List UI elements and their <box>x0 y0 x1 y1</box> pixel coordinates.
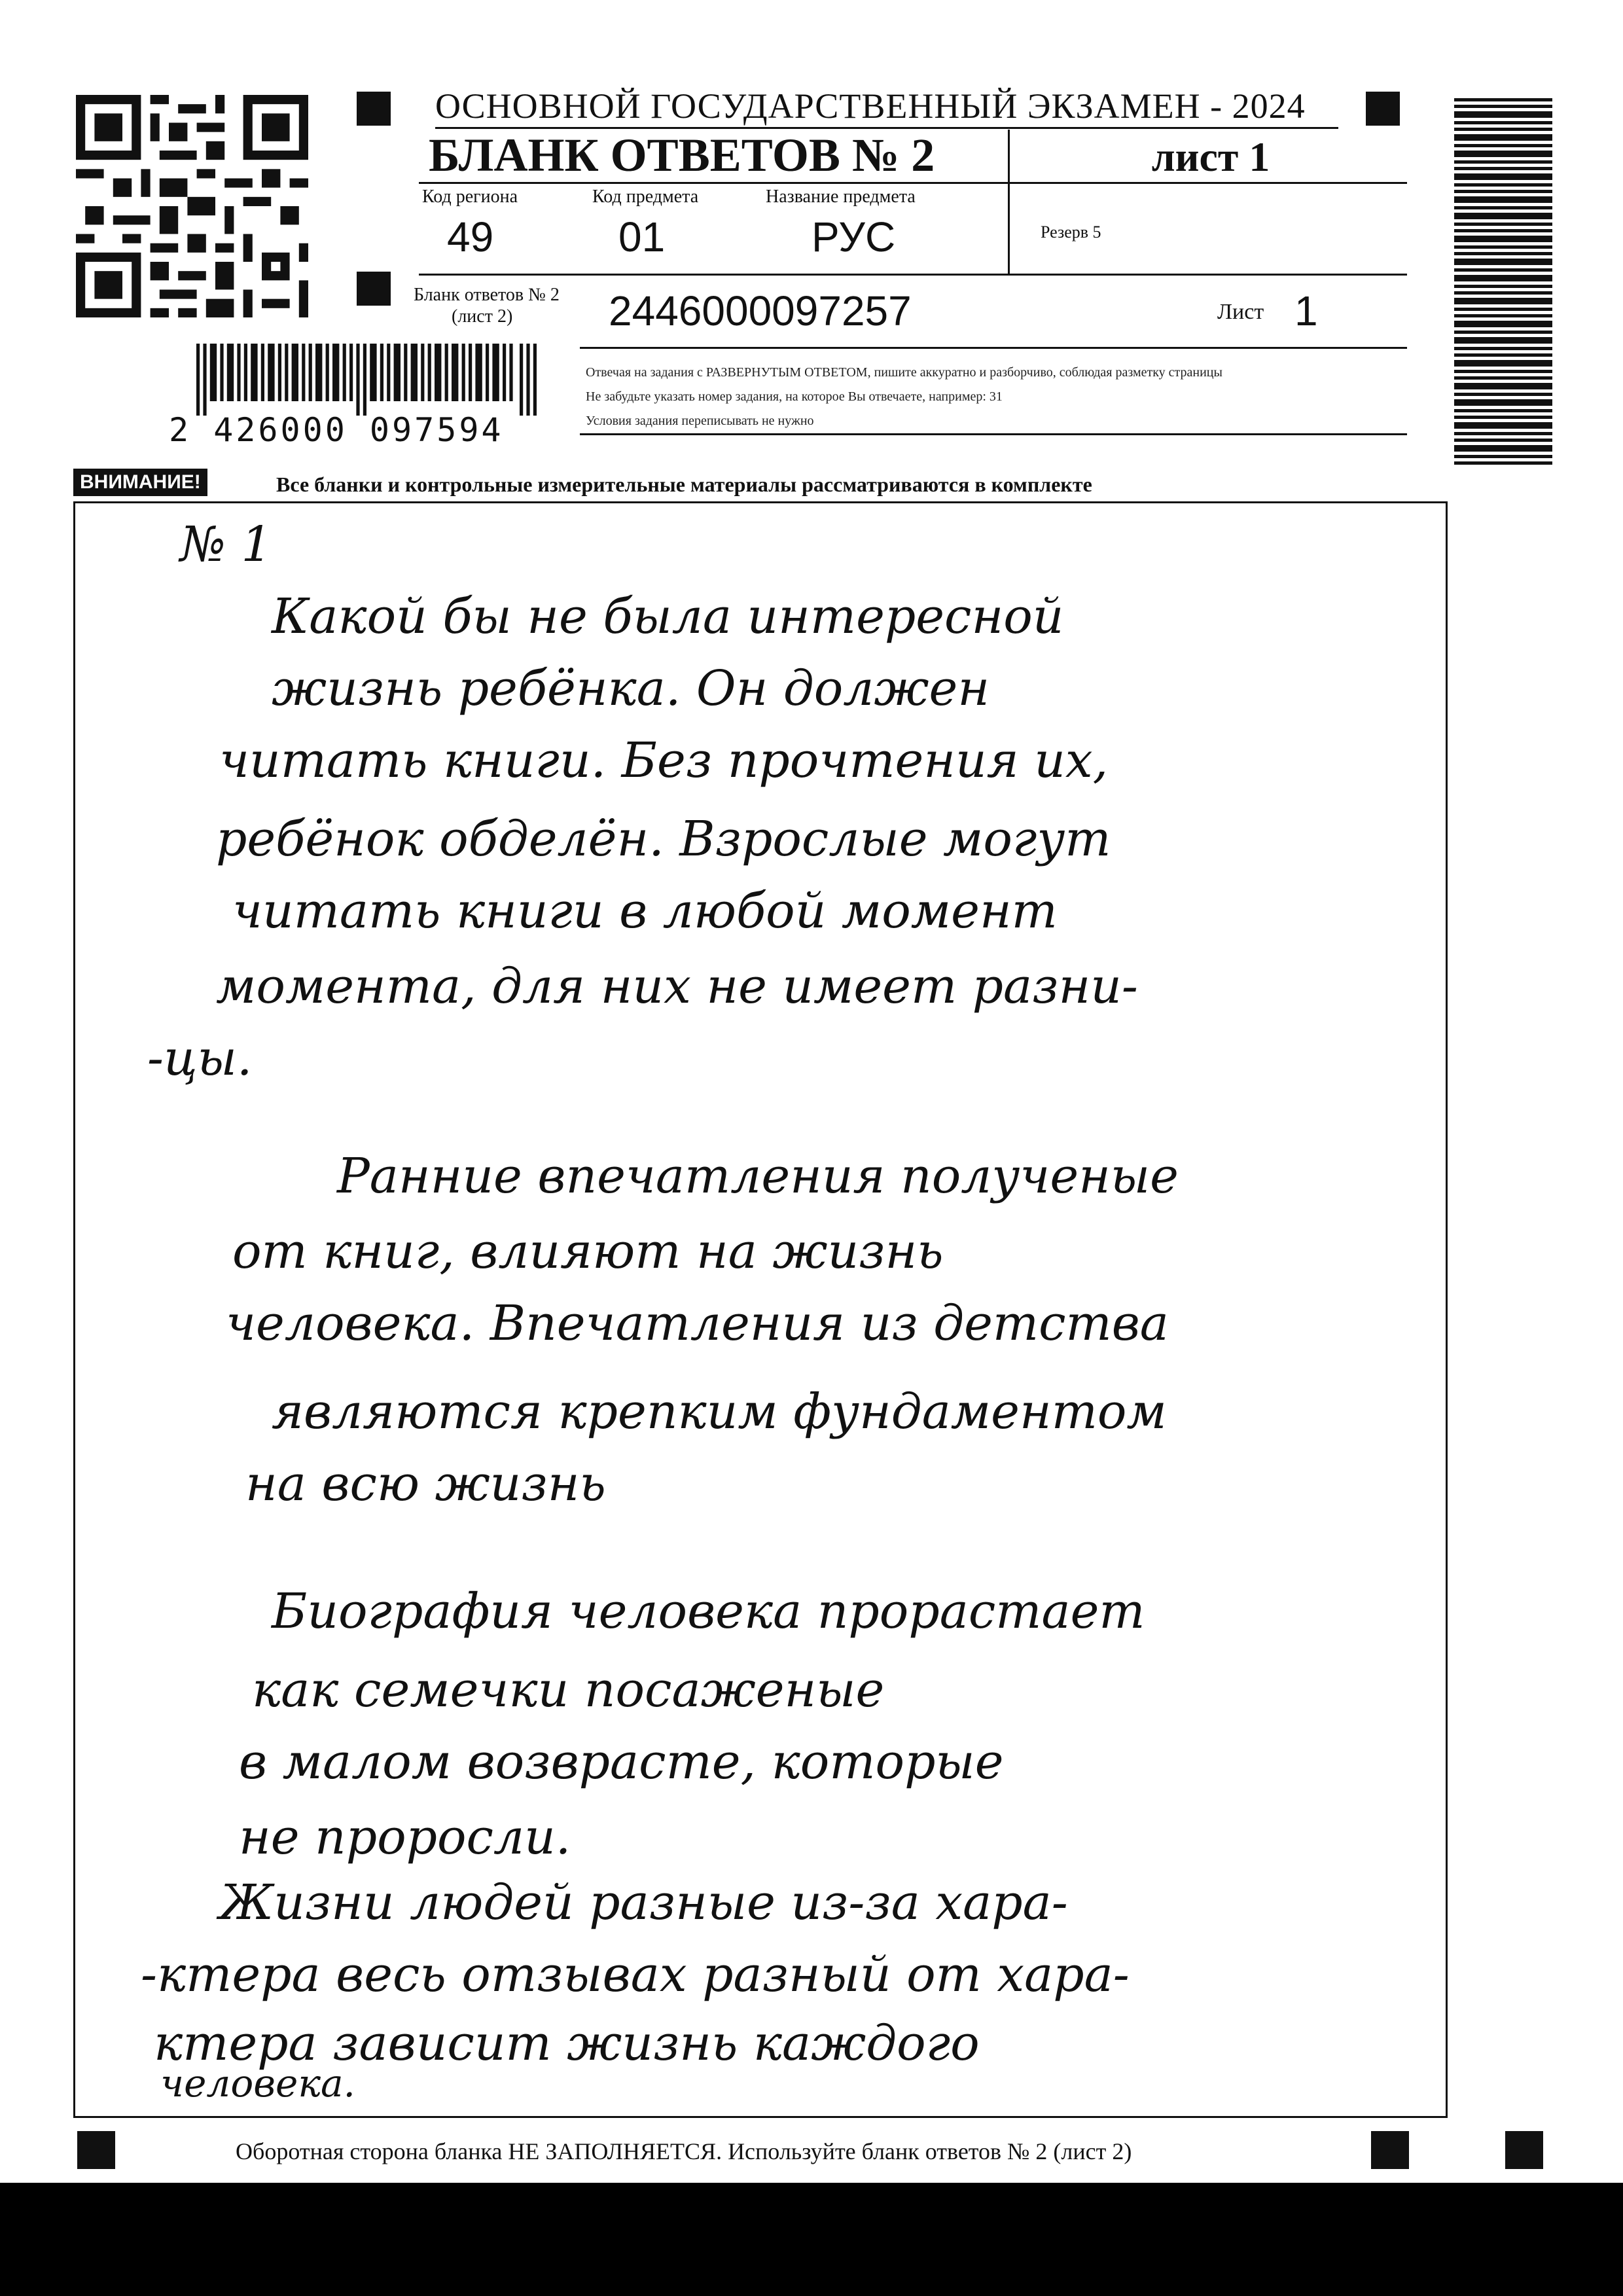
handwritten-line: читать книги в любой момент <box>232 883 1058 939</box>
subject-name-label: Название предмета <box>766 187 916 207</box>
registration-mark <box>1371 2131 1409 2169</box>
handwritten-line: на всю жизнь <box>245 1456 606 1512</box>
handwritten-line: не проросли. <box>239 1809 571 1865</box>
sheet-label: Лист <box>1217 300 1264 324</box>
region-value: 49 <box>447 213 494 260</box>
sheet-number: 1 <box>1294 287 1318 334</box>
registration-mark <box>1366 92 1400 126</box>
handwritten-line: Ранние впечатления полученые <box>337 1148 1179 1204</box>
warning-tag: ВНИМАНИЕ! <box>73 469 207 496</box>
handwritten-line: как семечки посаженые <box>252 1662 885 1718</box>
warning-bar <box>73 469 1448 503</box>
subject-code-label: Код предмета <box>592 187 699 207</box>
side-barcode <box>1454 98 1552 465</box>
barcode <box>196 344 537 416</box>
handwritten-line: жизнь ребёнка. Он должен <box>272 660 990 717</box>
instruction-note: Условия задания переписывать не нужно <box>586 414 814 428</box>
exam-title: ОСНОВНОЙ ГОСУДАРСТВЕННЫЙ ЭКЗАМЕН - 2024 <box>435 85 1338 129</box>
warning-text: Все бланки и контрольные измерительные материалы рассматриваются в комплекте <box>276 473 1092 496</box>
answer-area[interactable] <box>73 501 1448 2118</box>
handwritten-line: Жизни людей разные из-за хара- <box>219 1874 1068 1931</box>
handwritten-line: -цы. <box>147 1030 253 1086</box>
handwritten-line: -ктера весь отзывах разный от хара- <box>141 1946 1130 2003</box>
subject-name-value: РУС <box>812 213 896 260</box>
sheet-title: лист 1 <box>1151 134 1270 180</box>
blank-title: БЛАНК ОТВЕТОВ № 2 <box>429 129 935 181</box>
registration-mark <box>357 92 391 126</box>
registration-mark <box>357 272 391 306</box>
blank-ref-sublabel: (лист 2) <box>452 306 513 327</box>
divider <box>419 274 1407 276</box>
barcode-number: 2 426000 097594 <box>169 411 504 449</box>
task-number: № 1 <box>180 516 272 573</box>
region-label: Код региона <box>422 187 518 207</box>
registration-mark <box>77 2131 115 2169</box>
registration-mark <box>1505 2131 1543 2169</box>
subject-code-value: 01 <box>618 213 666 260</box>
handwritten-line: ктера зависит жизнь каждого <box>154 2015 980 2072</box>
handwritten-line: момента, для них не имеет разни- <box>216 958 1138 1014</box>
blank-number: 2446000097257 <box>609 287 912 334</box>
handwritten-line: в малом возврасте, которые <box>239 1734 1004 1790</box>
instruction-note: Не забудьте указать номер задания, на которое Вы отвечаете, например: 31 <box>586 389 1003 404</box>
qr-code <box>76 95 308 317</box>
instruction-note: Отвечая на задания с РАЗВЕРНУТЫМ ОТВЕТОМ, пишите аккуратно и разборчиво, соблюдая разметку страницы <box>586 365 1222 380</box>
footer-note: Оборотная сторона бланка НЕ ЗАПОЛНЯЕТСЯ. Используйте бланк ответов № 2 (лист 2) <box>236 2138 1132 2164</box>
divider <box>580 433 1407 435</box>
handwritten-line: человека. Впечатления из детства <box>226 1295 1169 1352</box>
divider <box>1008 130 1010 274</box>
handwritten-line: от книг, влияют на жизнь <box>232 1223 944 1280</box>
blank-ref-label: Бланк ответов № 2 <box>414 285 560 305</box>
handwritten-line: человека. <box>160 2061 355 2106</box>
handwritten-line: являются крепким фундаментом <box>272 1384 1167 1440</box>
handwritten-line: ребёнок обделён. Взрослые могут <box>216 811 1111 867</box>
divider <box>419 182 1407 184</box>
reserve-label: Резерв 5 <box>1041 223 1101 242</box>
divider <box>580 347 1407 349</box>
handwritten-line: Какой бы не была интересной <box>272 588 1064 645</box>
handwritten-line: Биография человека прорастает <box>272 1583 1145 1640</box>
handwritten-line: читать книги. Без прочтения их, <box>219 732 1109 789</box>
